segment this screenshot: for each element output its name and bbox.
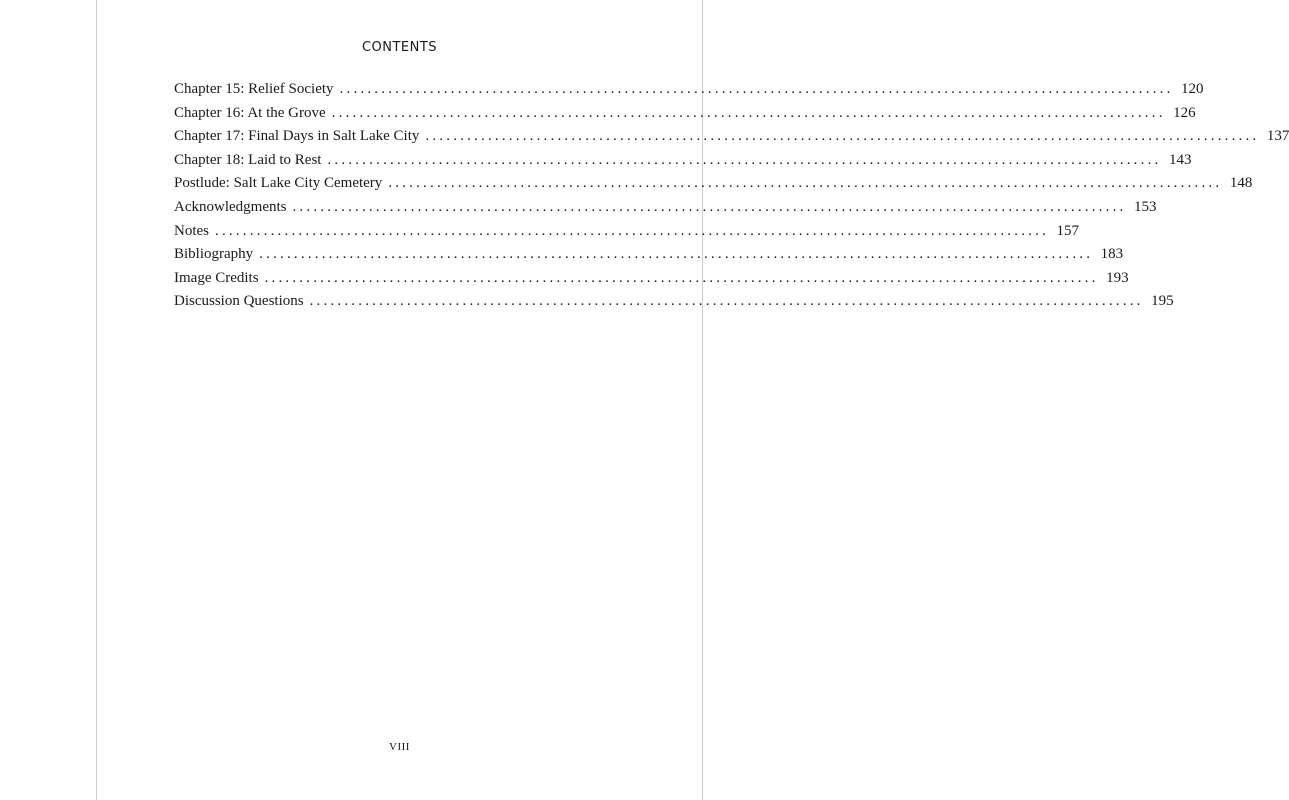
toc-entry — [174, 220, 1079, 244]
toc-entry-title: Chapter 16: At the Grove — [174, 104, 326, 121]
dot-leader: ........................................................................................................................ — [339, 81, 1174, 97]
dot-leader: ........................................................................................................................ — [215, 222, 1049, 239]
page-number: VIII — [389, 741, 410, 753]
toc-entry-title: Chapter 15: Relief Society — [174, 81, 334, 97]
dot-leader: ........................................................................................................................ — [309, 293, 1144, 310]
table-of-contents — [174, 78, 1289, 314]
toc-entry-page: 137 — [1266, 128, 1289, 145]
dot-leader: ........................................................................................................................ — [264, 269, 1099, 286]
toc-entry-page: 183 — [1100, 246, 1124, 263]
toc-entry-title: Bibliography — [174, 246, 254, 263]
toc-entry-page: 148 — [1229, 175, 1253, 192]
book-page — [96, 0, 1289, 800]
toc-entry-title: Notes — [174, 222, 209, 239]
dot-leader: ........................................................................................................................ — [425, 128, 1260, 145]
toc-entry — [174, 290, 1174, 314]
toc-entry — [174, 172, 1253, 196]
toc-entry-title: Postlude: Salt Lake City Cemetery — [174, 175, 383, 192]
toc-entry-title: Discussion Questions — [174, 293, 304, 310]
toc-entry-page: 120 — [1181, 81, 1204, 97]
dot-leader: ........................................................................................................................ — [388, 175, 1223, 192]
toc-entry — [174, 196, 1157, 220]
toc-entry — [174, 267, 1129, 291]
toc-entry-title: Image Credits — [174, 269, 259, 286]
toc-entry-page: 143 — [1168, 151, 1192, 168]
toc-entry-page: 193 — [1106, 269, 1129, 286]
toc-entry — [174, 149, 1192, 173]
toc-entry — [174, 102, 1196, 126]
toc-entry-page: 153 — [1133, 198, 1157, 215]
toc-entry-title: Acknowledgments — [174, 198, 287, 215]
dot-leader: ........................................................................................................................ — [327, 151, 1162, 168]
dot-leader: ........................................................................................................................ — [331, 104, 1166, 121]
toc-entry-page: 157 — [1056, 222, 1079, 239]
toc-entry-title: Chapter 18: Laid to Rest — [174, 151, 322, 168]
contents-heading: CONTENTS — [361, 40, 438, 55]
dot-leader: ........................................................................................................................ — [292, 198, 1127, 215]
toc-entry — [174, 125, 1289, 149]
toc-entry — [174, 243, 1124, 267]
toc-entry — [174, 78, 1204, 102]
toc-entry-page: 195 — [1151, 293, 1174, 310]
dot-leader: ........................................................................................................................ — [259, 246, 1094, 263]
toc-entry-title: Chapter 17: Final Days in Salt Lake City — [174, 128, 420, 145]
toc-entry-page: 126 — [1173, 104, 1196, 121]
